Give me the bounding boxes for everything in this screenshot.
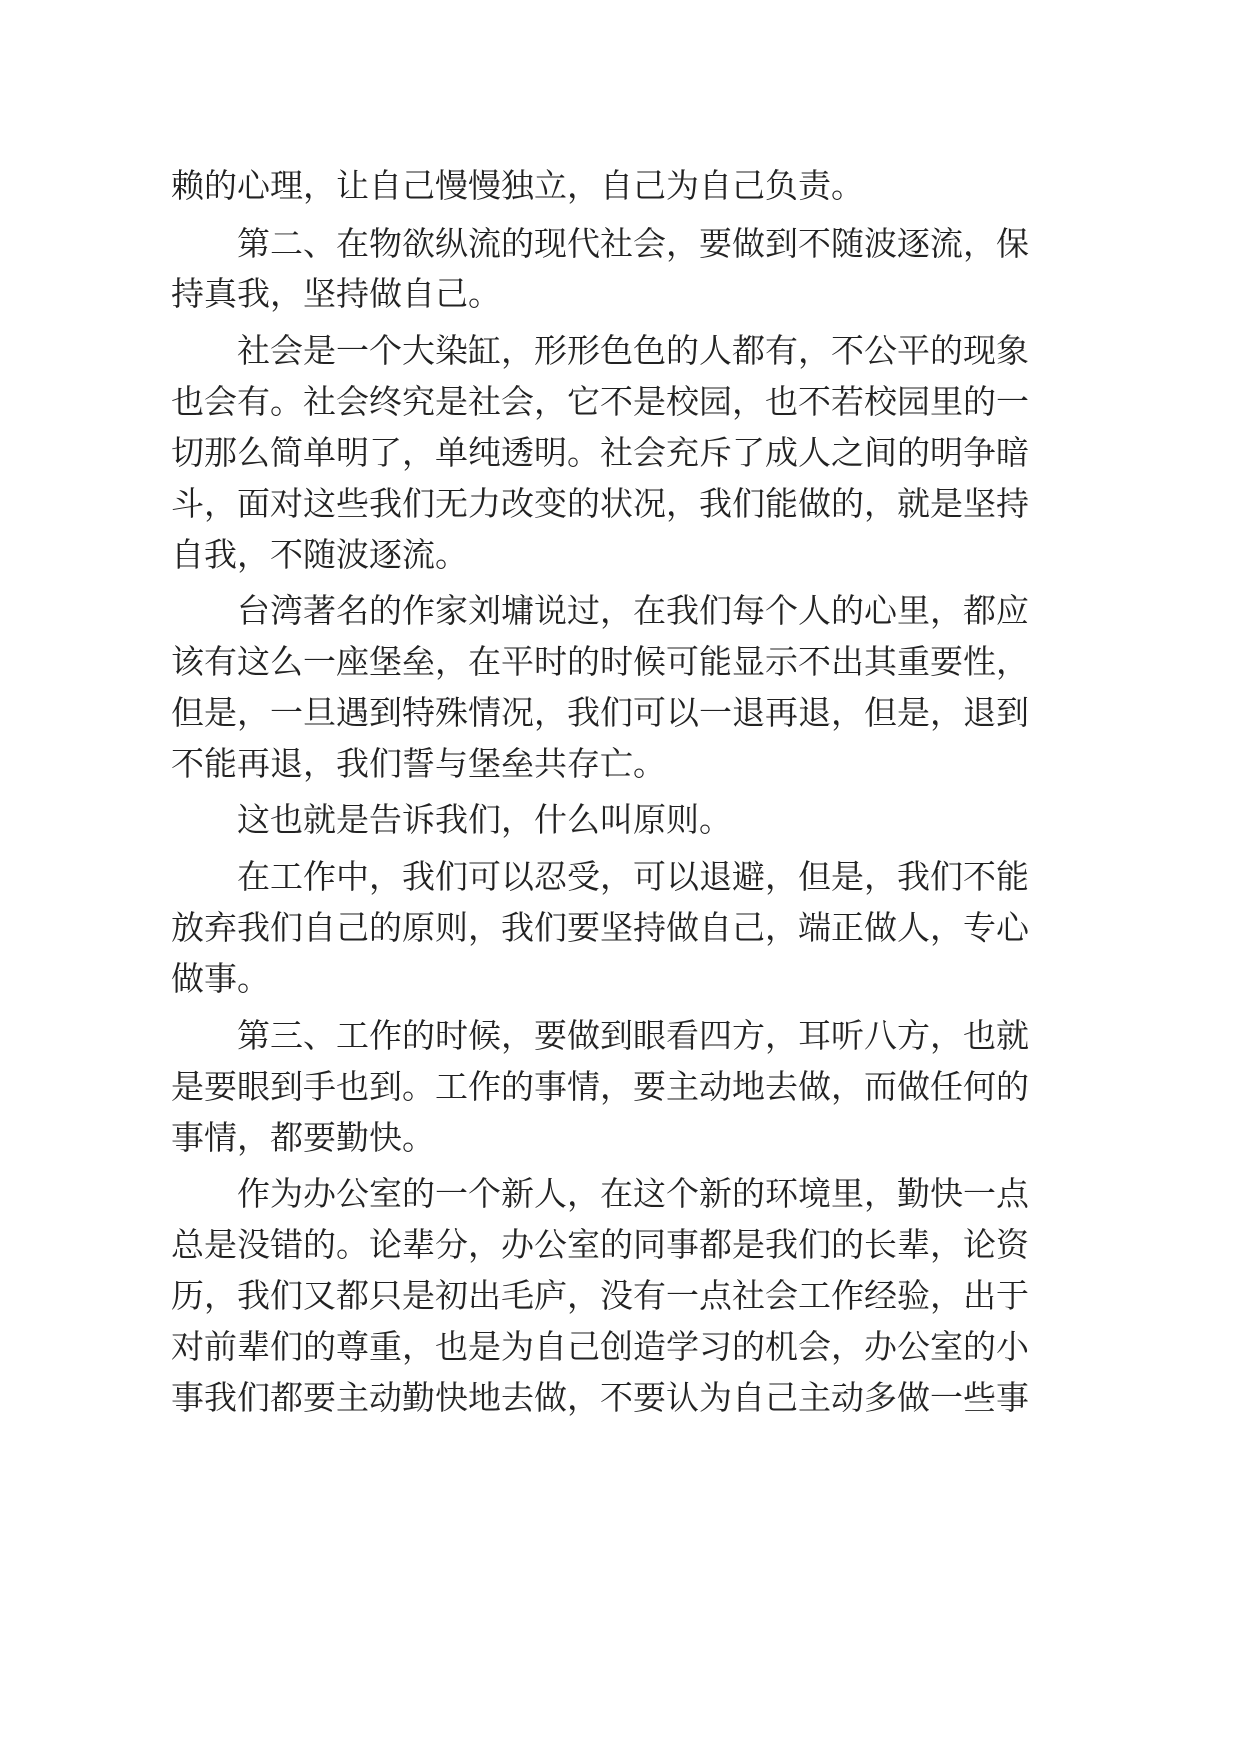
text-line (0, 950, 1241, 1008)
line-text: 斗，面对这些我们无力改变的状况，我们能做的，就是坚持 (171, 484, 1029, 523)
line-text: 事情，都要勤快。 (171, 1118, 435, 1157)
text-line (0, 633, 1241, 691)
text-line (0, 322, 1241, 380)
text-line (0, 1007, 1241, 1065)
text-line (0, 157, 1241, 215)
text-line (0, 1109, 1241, 1167)
line-text: 持真我，坚持做自己。 (171, 274, 501, 313)
text-line (0, 265, 1241, 323)
text-line (0, 373, 1241, 431)
text-line (0, 582, 1241, 640)
line-text: 事我们都要主动勤快地去做，不要认为自己主动多做一些事 (171, 1378, 1029, 1417)
text-line (0, 526, 1241, 584)
text-line (0, 1216, 1241, 1274)
text-line (0, 848, 1241, 906)
line-text: 该有这么一座堡垒，在平时的时候可能显示不出其重要性， (171, 642, 1029, 681)
line-text: 是要眼到手也到。工作的事情，要主动地去做，而做任何的 (171, 1067, 1029, 1106)
line-text: 不能再退，我们誓与堡垒共存亡。 (171, 744, 666, 783)
line-text: 在工作中，我们可以忍受，可以退避，但是，我们不能 (237, 857, 1029, 896)
line-text: 也会有。社会终究是社会，它不是校园，也不若校园里的一 (171, 382, 1029, 421)
line-text: 自我，不随波逐流。 (171, 535, 468, 574)
line-text: 社会是一个大染缸，形形色色的人都有，不公平的现象 (237, 331, 1029, 370)
text-line (0, 684, 1241, 742)
text-line (0, 1267, 1241, 1325)
text-line (0, 1058, 1241, 1116)
line-text: 切那么简单明了，单纯透明。社会充斥了成人之间的明争暗 (171, 433, 1029, 472)
text-line (0, 475, 1241, 533)
line-text: 做事。 (171, 959, 270, 998)
text-line (0, 1369, 1241, 1427)
line-text: 台湾著名的作家刘墉说过，在我们每个人的心里，都应 (237, 591, 1029, 630)
line-text: 赖的心理，让自己慢慢独立，自己为自己负责。 (171, 166, 864, 205)
line-text: 放弃我们自己的原则，我们要坚持做自己，端正做人，专心 (171, 908, 1029, 947)
line-text: 但是，一旦遇到特殊情况，我们可以一退再退，但是，退到 (171, 693, 1029, 732)
text-line (0, 1165, 1241, 1223)
line-text: 作为办公室的一个新人，在这个新的环境里，勤快一点 (237, 1174, 1029, 1213)
text-line (0, 424, 1241, 482)
line-text: 总是没错的。论辈分，办公室的同事都是我们的长辈，论资 (171, 1225, 1029, 1264)
text-line (0, 735, 1241, 793)
text-line (0, 899, 1241, 957)
line-text: 第二、在物欲纵流的现代社会，要做到不随波逐流，保 (237, 224, 1029, 263)
text-line (0, 1318, 1241, 1376)
line-text: 对前辈们的尊重，也是为自己创造学习的机会，办公室的小 (171, 1327, 1029, 1366)
text-line (0, 791, 1241, 849)
line-text: 历，我们又都只是初出毛庐，没有一点社会工作经验，出于 (171, 1276, 1029, 1315)
line-text: 这也就是告诉我们，什么叫原则。 (237, 800, 732, 839)
line-text: 第三、工作的时候，要做到眼看四方，耳听八方，也就 (237, 1016, 1029, 1055)
